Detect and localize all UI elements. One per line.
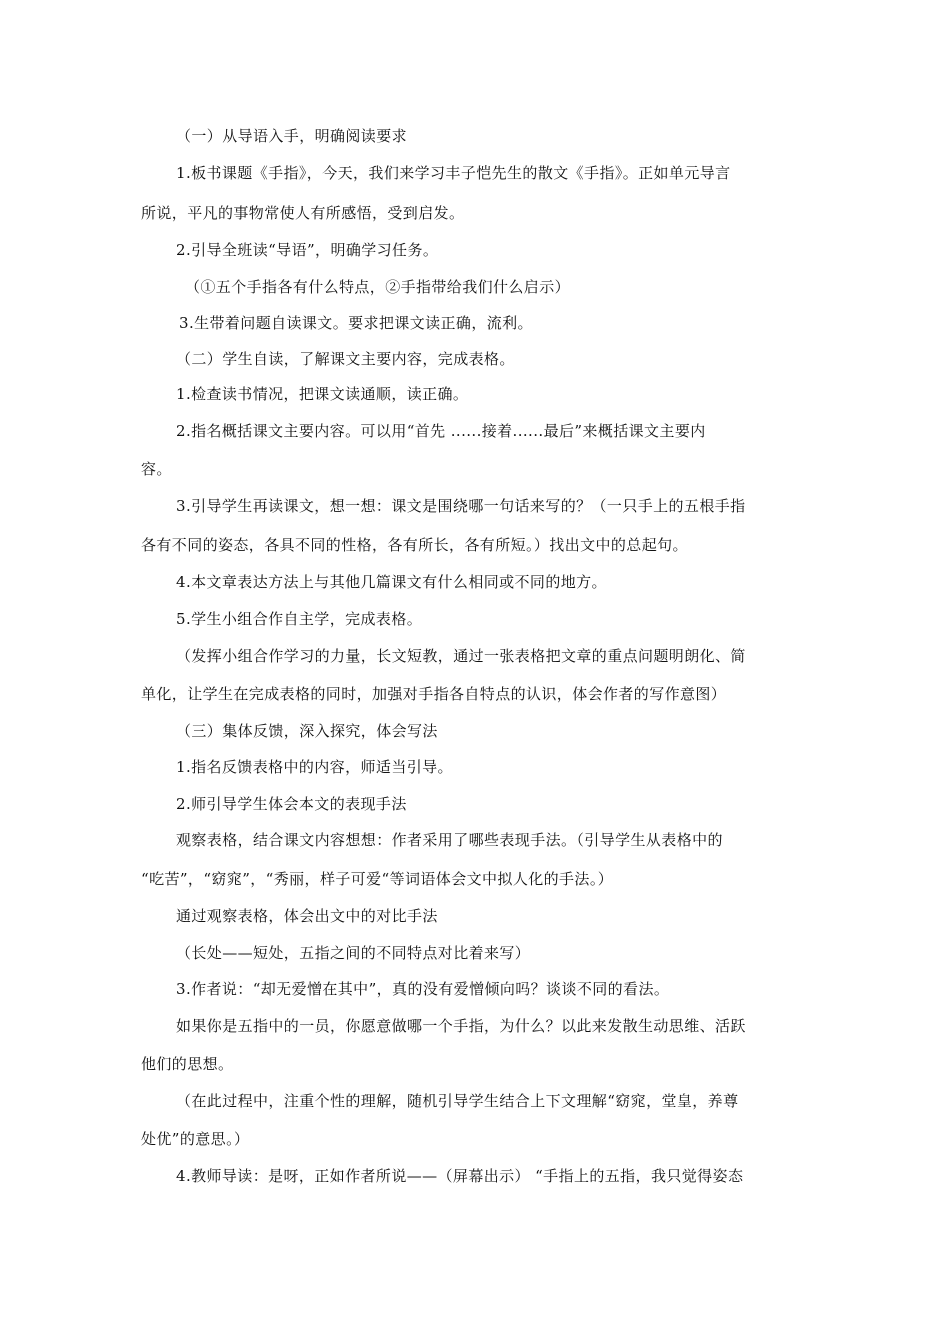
section-heading-1: （一）从导语入手，明确阅读要求 [176,127,408,145]
paragraph-line: 3.生带着问题自读课文。要求把课文读正确，流利。 [179,314,533,332]
paragraph-line: 容。 [141,460,172,478]
paragraph-line: 2.指名概括课文主要内容。可以用“首先 ......接着......最后”来概括课文主要内 [176,422,706,440]
paragraph-line: （发挥小组合作学习的力量，长文短教，通过一张表格把文章的重点问题明朗化、简 [176,647,746,665]
paragraph-line: 单化，让学生在完成表格的同时，加强对手指各自特点的认识，体会作者的写作意图） [141,685,727,703]
paragraph-line: 1.检查读书情况，把课文读通顺，读正确。 [176,385,469,403]
paragraph-line: （①五个手指各有什么特点，②手指带给我们什么启示） [185,278,571,296]
paragraph-line: 通过观察表格，体会出文中的对比手法 [176,907,438,925]
paragraph-line: 1.板书课题《手指》，今天，我们来学习丰子恺先生的散文《手指》。正如单元导言 [176,164,731,182]
paragraph-line: 5.学生小组合作自主学，完成表格。 [176,610,423,628]
paragraph-line: 观察表格，结合课文内容想想：作者采用了哪些表现手法。（引导学生从表格中的 [176,831,723,849]
paragraph-line: 4.教师导读：是呀，正如作者所说——（屏幕出示） “手指上的五指，我只觉得姿态 [176,1167,744,1185]
paragraph-line: 所说，平凡的事物常使人有所感悟，受到启发。 [141,204,465,222]
paragraph-line: 他们的思想。 [141,1055,234,1073]
paragraph-line: 如果你是五指中的一员，你愿意做哪一个手指，为什么？以此来发散生动思维、活跃 [176,1017,746,1035]
paragraph-line: （长处——短处，五指之间的不同特点对比着来写） [176,944,531,962]
paragraph-line: 3.引导学生再读课文，想一想：课文是围绕哪一句话来写的？（一只手上的五根手指 [176,497,746,515]
paragraph-line: 1.指名反馈表格中的内容，师适当引导。 [176,758,453,776]
paragraph-line: （在此过程中，注重个性的理解，随机引导学生结合上下文理解“窈窕，堂皇，养尊 [176,1092,739,1110]
paragraph-line: 各有不同的姿态，各具不同的性格，各有所长，各有所短。）找出文中的总起句。 [141,536,688,554]
paragraph-line: 3.作者说：“却无爱憎在其中”，真的没有爱憎倾向吗？谈谈不同的看法。 [176,980,670,998]
paragraph-line: 4.本文章表达方法上与其他几篇课文有什么相同或不同的地方。 [176,573,607,591]
paragraph-line: 处优”的意思。） [141,1130,250,1148]
paragraph-line: 2.引导全班读“导语”，明确学习任务。 [176,241,439,259]
section-heading-3: （三）集体反馈，深入探究，体会写法 [176,722,438,740]
paragraph-line: 2.师引导学生体会本文的表现手法 [176,795,407,813]
section-heading-2: （二）学生自读，了解课文主要内容，完成表格。 [176,350,515,368]
paragraph-line: “吃苦”，“窈窕”，“秀丽，样子可爱“等词语体会文中拟人化的手法。） [141,870,614,888]
